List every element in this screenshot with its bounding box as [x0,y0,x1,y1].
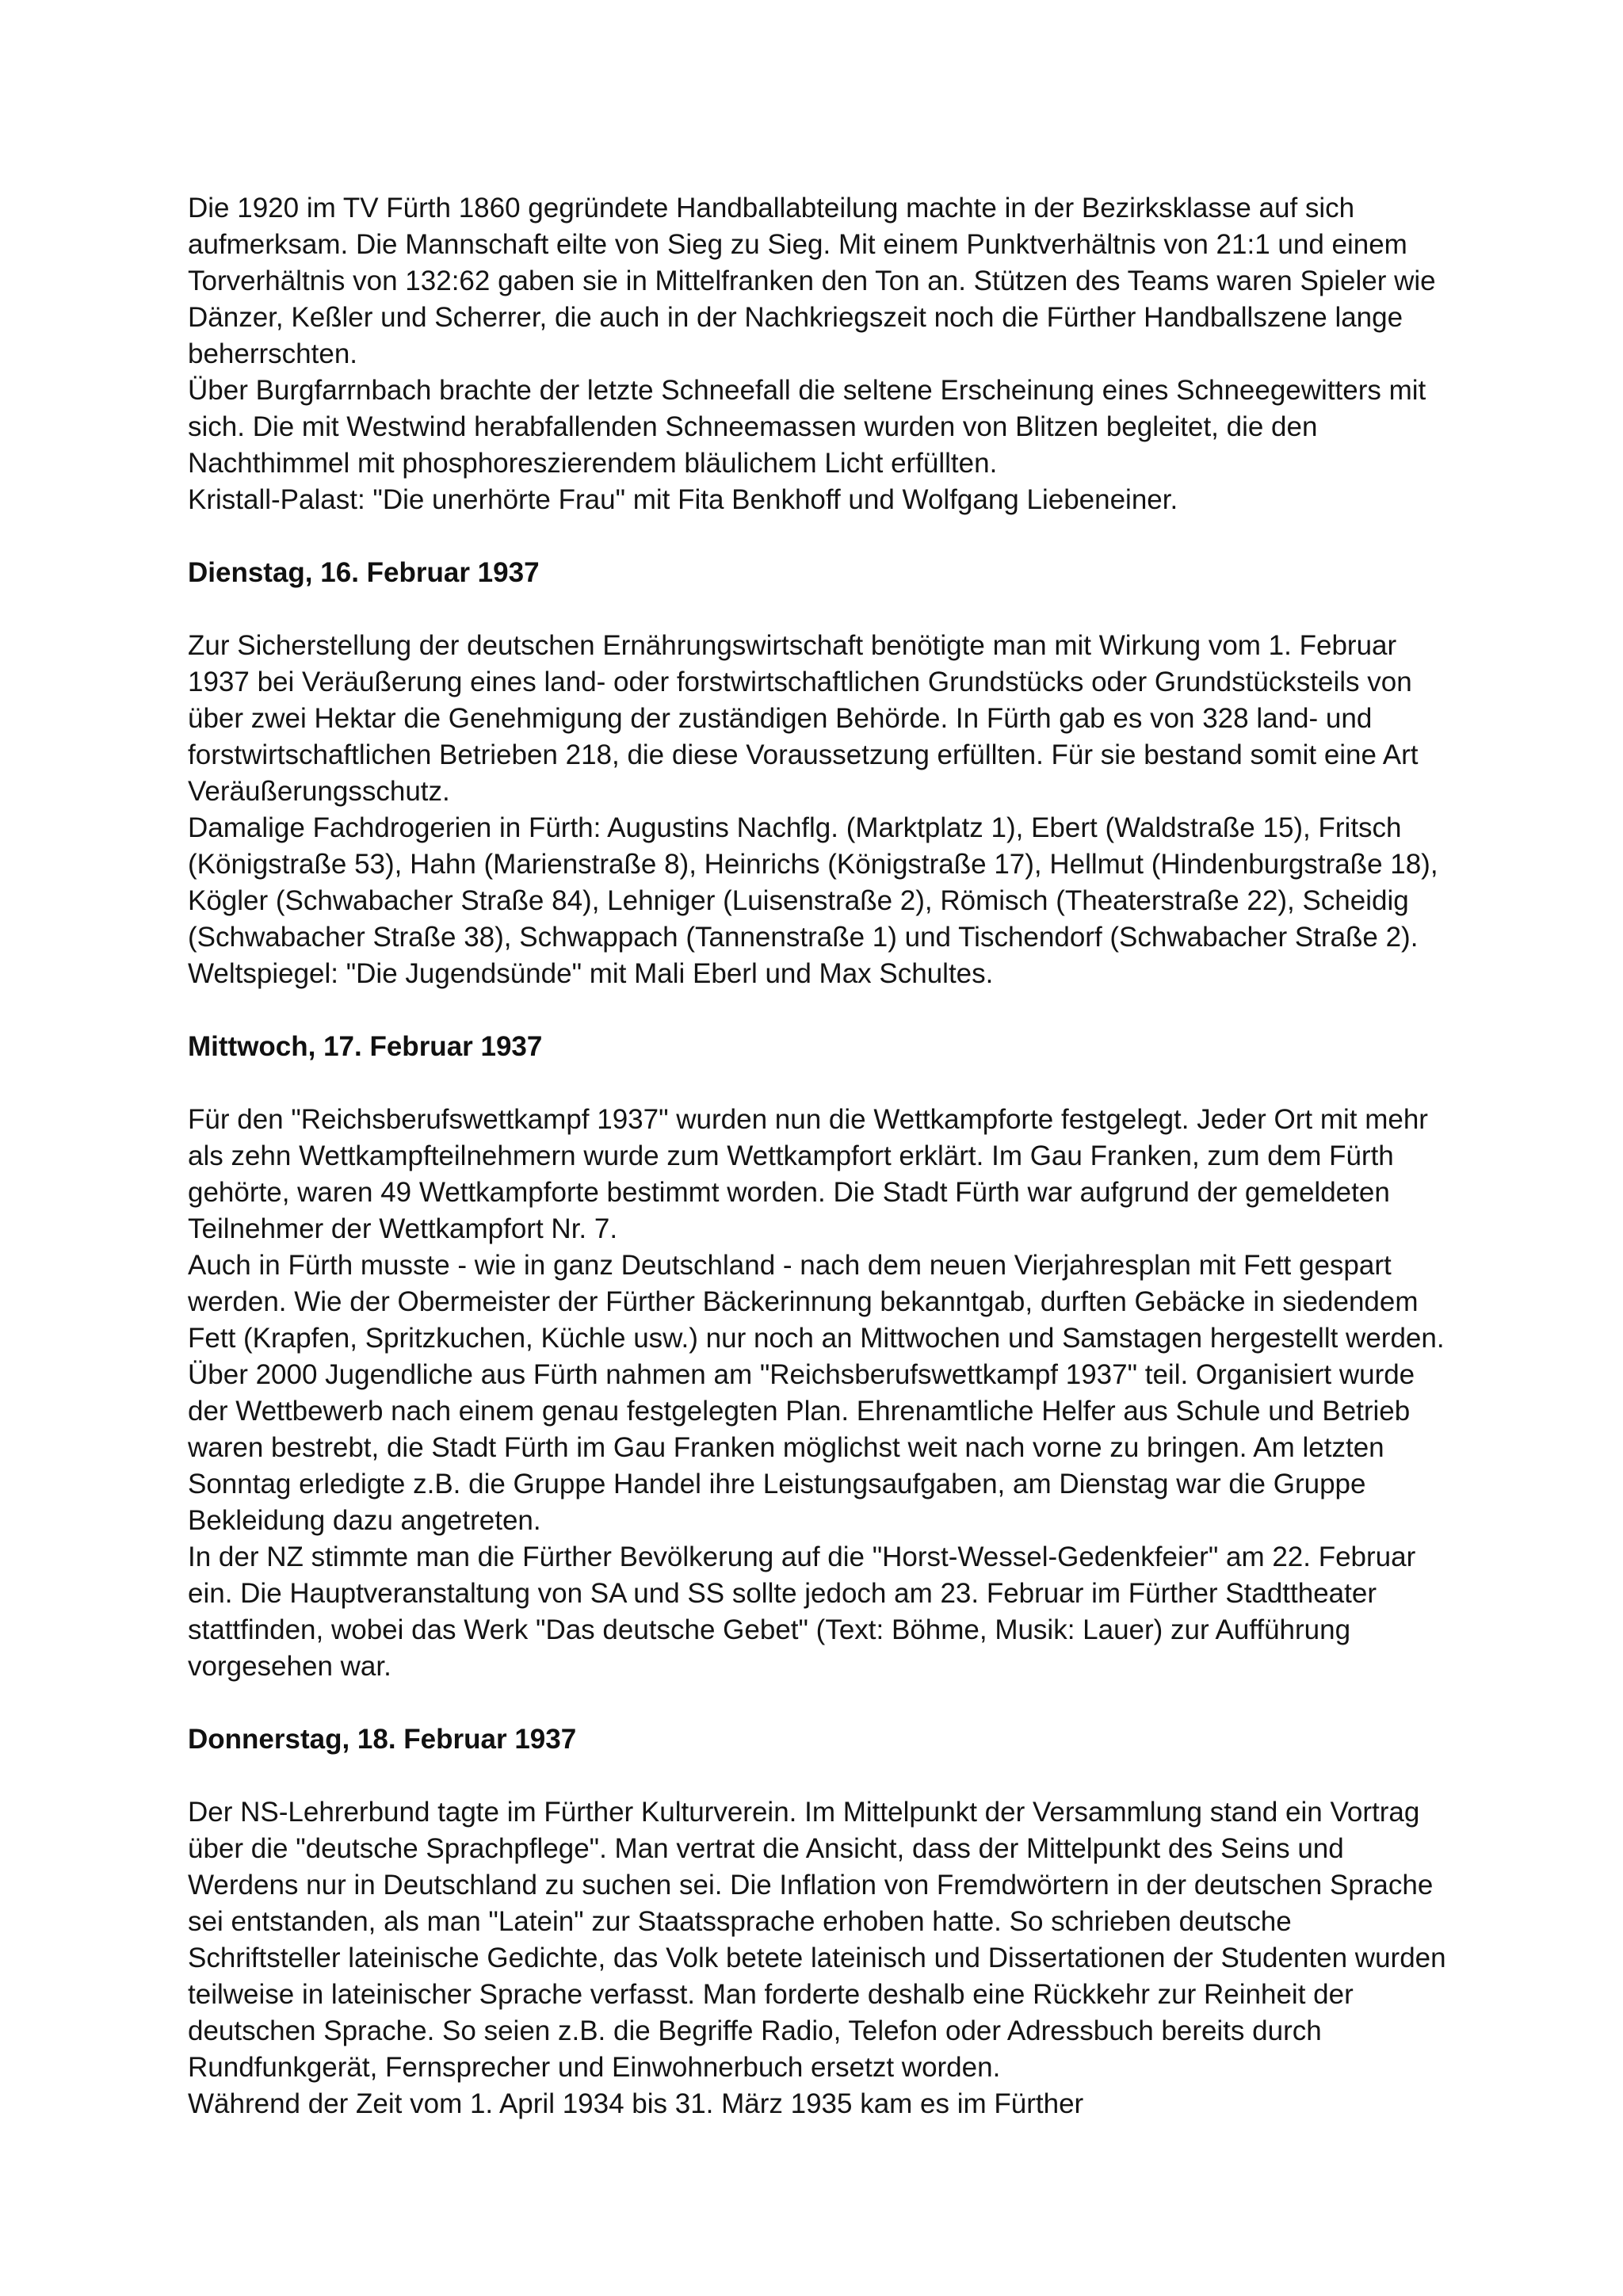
section-heading-mittwoch-17-februar-1937: Mittwoch, 17. Februar 1937 [188,1031,543,1062]
dienstag-land-transfer-paragraph: Zur Sicherstellung der deutschen Ernährungswirtschaft benötigte man mit Wirkung vom 1. Februar 1937 bei Veräußerung eines land- oder forstwirtschaftlichen Grundstücks oder Grundstücksteils von über zwei Hektar die Genehmigung der zuständigen Behörde. In Fürth gab es von 328 land- und forstwirtschaftlichen Betrieben 218, die diese Voraussetzung erfüllten. Für sie bestand somit eine Art Veräußerungsschutz. [188,630,1419,807]
donnerstag-sprachpflege-paragraph: Der NS-Lehrerbund tagte im Fürther Kulturverein. Im Mittelpunkt der Versammlung stand ein Vortrag über die "deutsche Sprachpflege". Man vertrat die Ansicht, dass der Mittelpunkt des Seins und Werdens nur in Deutschland zu suchen sei. Die Inflation von Fremdwörtern in der deutschen Sprache sei entstanden, als man "Latein" zur Staatssprache erhoben hatte. So schrieben deutsche Schriftsteller lateinische Gedichte, das Volk betete lateinisch und Dissertationen der Studenten wurden teilweise in lateinischer Sprache verfasst. Man forderte deshalb eine Rückkehr zur Reinheit der deutschen Sprache. So seien z.B. die Begriffe Radio, Telefon oder Adressbuch bereits durch Rundfunkgerät, Fernsprecher und Einwohnerbuch ersetzt worden. [188,1797,1446,2083]
section-heading-donnerstag-18-februar-1937: Donnerstag, 18. Februar 1937 [188,1724,577,1755]
mittwoch-jugendliche-wettkampf-paragraph: Über 2000 Jugendliche aus Fürth nahmen am "Reichsberufswettkampf 1937" teil. Organisiert wurde der Wettbewerb nach einem genau festgelegten Plan. Ehrenamtliche Helfer aus Schule und Betrieb waren bestrebt, die Stadt Fürth im Gau Franken möglichst weit nach vorne zu bringen. Am letzten Sonntag erledigte z.B. die Gruppe Handel ihre Leistungsaufgaben, am Dienstag war die Gruppe Bekleidung dazu angetreten. [188,1359,1415,1536]
mittwoch-wettkampforte-paragraph: Für den "Reichsberufswettkampf 1937" wurden nun die Wettkampforte festgelegt. Jeder Ort mit mehr als zehn Wettkampfteilnehmern wurde zum Wettkampfort erklärt. Im Gau Franken, zum dem Fürth gehörte, waren 49 Wettkampforte bestimmt worden. Die Stadt Fürth war aufgrund der gemeldeten Teilnehmer der Wettkampfort Nr. 7. [188,1104,1428,1244]
intro-cinema-kristall-palast-line: Kristall-Palast: "Die unerhörte Frau" mit Fita Benkhoff und Wolfgang Liebeneiner. [188,484,1178,515]
intro-handball-paragraph: Die 1920 im TV Fürth 1860 gegründete Handballabteilung machte in der Bezirksklasse auf sich aufmerksam. Die Mannschaft eilte von Sieg zu Sieg. Mit einem Punktverhältnis von 21:1 und einem Torverhältnis von 132:62 gaben sie in Mittelfranken den Ton an. Stützen des Teams waren Spieler wie Dänzer, Keßler und Scherrer, die auch in der Nachkriegszeit noch die Fürther Handballszene lange beherrschten. [188,193,1436,369]
intro-snowstorm-paragraph: Über Burgfarrnbach brachte der letzte Schneefall die seltene Erscheinung eines Schneegewitters mit sich. Die mit Westwind herabfallenden Schneemassen wurden von Blitzen begleitet, die den Nachthimmel mit phosphoreszierendem bläulichem Licht erfüllten. [188,375,1426,479]
document-content [188,190,1448,2122]
dienstag-cinema-weltspiegel-line: Weltspiegel: "Die Jugendsünde" mit Mali Eberl und Max Schultes. [188,958,994,989]
mittwoch-fett-sparen-paragraph: Auch in Fürth musste - wie in ganz Deutschland - nach dem neuen Vierjahresplan mit Fett gespart werden. Wie der Obermeister der Fürther Bäckerinnung bekanntgab, durften Gebäcke in siedendem Fett (Krapfen, Spritzkuchen, Küchle usw.) nur noch an Mittwochen und Samstagen hergestellt werden. [188,1250,1445,1354]
section-heading-dienstag-16-februar-1937: Dienstag, 16. Februar 1937 [188,557,540,588]
dienstag-drugstores-paragraph: Damalige Fachdrogerien in Fürth: Augustins Nachflg. (Marktplatz 1), Ebert (Waldstraße 15), Fritsch (Königstraße 53), Hahn (Marienstraße 8), Heinrichs (Königstraße 17), Hellmut (Hindenburgstraße 18), Kögler (Schwabacher Straße 84), Lehniger (Luisenstraße 2), Römisch (Theaterstraße 22), Scheidig (Schwabacher Straße 38), Schwappach (Tannenstraße 1) und Tischendorf (Schwabacher Straße 2). [188,812,1438,953]
donnerstag-zeitraum-paragraph: Während der Zeit vom 1. April 1934 bis 31. März 1935 kam es im Fürther [188,2088,1084,2119]
mittwoch-gedenkfeier-paragraph: In der NZ stimmte man die Fürther Bevölkerung auf die "Horst-Wessel-Gedenkfeier" am 22. Februar ein. Die Hauptveranstaltung von SA und SS sollte jedoch am 23. Februar im Fürther Stadttheater stattfinden, wobei das Werk "Das deutsche Gebet" (Text: Böhme, Musik: Lauer) zur Aufführung vorgesehen war. [188,1541,1416,1682]
